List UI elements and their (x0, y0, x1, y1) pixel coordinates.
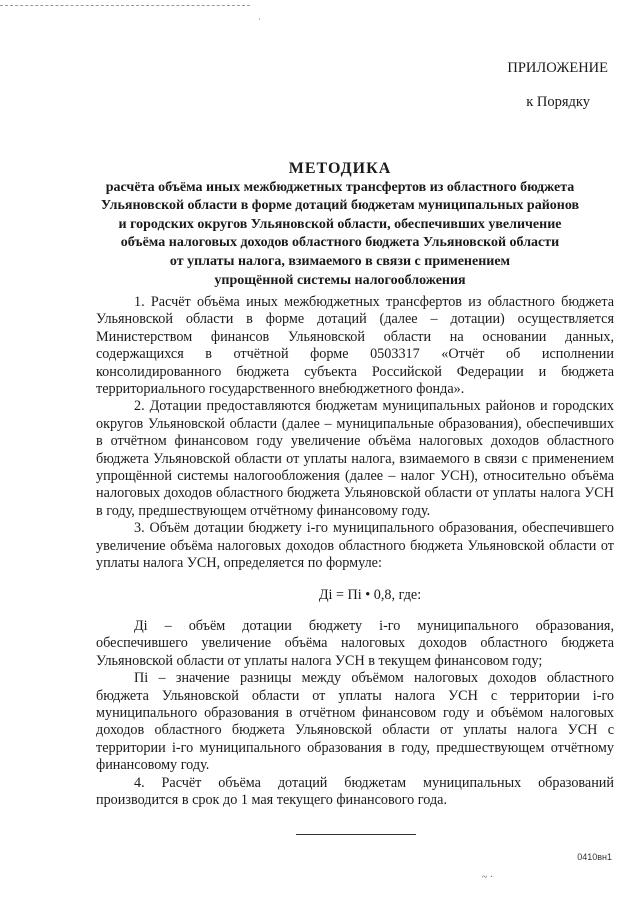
heading-line: упрощённой системы налогообложения (214, 272, 466, 288)
document-heading (70, 160, 610, 290)
definition-p: Пi – значение разницы между объёмом налоговых доходов областного бюджета Ульяновской области от уплаты налога УСН с территории i-го муниципального образования в отчётном финансовом году и объёмом налоговых доходов областного бюджета Ульяновской области от уплаты налога УСН с территории i-го муниципального образования в году, предшествующем отчётному финансовому году. (96, 670, 614, 774)
heading-line: и городских округов Ульяновской области, обеспечивших увеличение (118, 216, 562, 232)
formula: Дi = Пi • 0,8, где: (318, 586, 422, 603)
definition-d: Дi – объём дотации бюджету i-го муниципального образования, обеспечившего увеличение объёма налоговых доходов областного бюджета Ульяновской области от уплаты налога УСН в текущем финансовом году; (96, 617, 614, 669)
footer-divider (296, 834, 416, 835)
scan-artifact-line (0, 5, 250, 8)
heading-line: объёма налоговых доходов областного бюджета Ульяновской области (120, 235, 560, 251)
appendix-label: ПРИЛОЖЕНИЕ (507, 60, 608, 76)
heading-line: Ульяновской области в форме дотаций бюджетам муниципальных районов (100, 198, 580, 214)
scan-artifact-mark: ~ · (482, 872, 494, 883)
document-body (96, 294, 614, 809)
scan-artifact-dot: · (258, 14, 261, 24)
paragraph-4: 4. Расчёт объёма дотаций бюджетам муниципальных образований производится в срок до 1 мая текущего финансового года. (96, 774, 614, 808)
paragraph-3: 3. Объём дотации бюджету i-го муниципального образования, обеспечившего увеличение объёма налоговых доходов областного бюджета Ульяновской области от уплаты налога УСН, определяется по формуле: (96, 520, 614, 572)
heading-line: расчёта объёма иных межбюджетных трансфертов из областного бюджета (105, 179, 575, 195)
order-reference: к Порядку (526, 94, 590, 110)
document-code: 0410вн1 (577, 852, 612, 862)
paragraph-2: 2. Дотации предоставляются бюджетам муниципальных районов и городских округов Ульяновской области (далее – муниципальные образования), обеспечивших в отчётном финансовом году увеличение объёма налоговых доходов областного бюджета Ульяновской области от уплаты налога, взимаемого в связи с применением упрощённой системы налогообложения (далее – налог УСН), относительно объёма налоговых доходов областного бюджета Ульяновской области от уплаты налога УСН в году, предшествующем отчётному финансовому году. (96, 398, 614, 519)
page-title: МЕТОДИКА (288, 160, 392, 177)
heading-line: от уплаты налога, взимаемого в связи с применением (169, 253, 511, 269)
paragraph-1: 1. Расчёт объёма иных межбюджетных трансфертов из областного бюджета Ульяновской области в форме дотаций (далее – дотации) осуществляется Министерством финансов Ульяновской области на основании данных, содержащихся в отчётной форме 0503317 «Отчёт об исполнении консолидированного бюджета субъекта Российской Федерации и бюджета территориального государственного внебюджетного фонда». (96, 294, 614, 398)
